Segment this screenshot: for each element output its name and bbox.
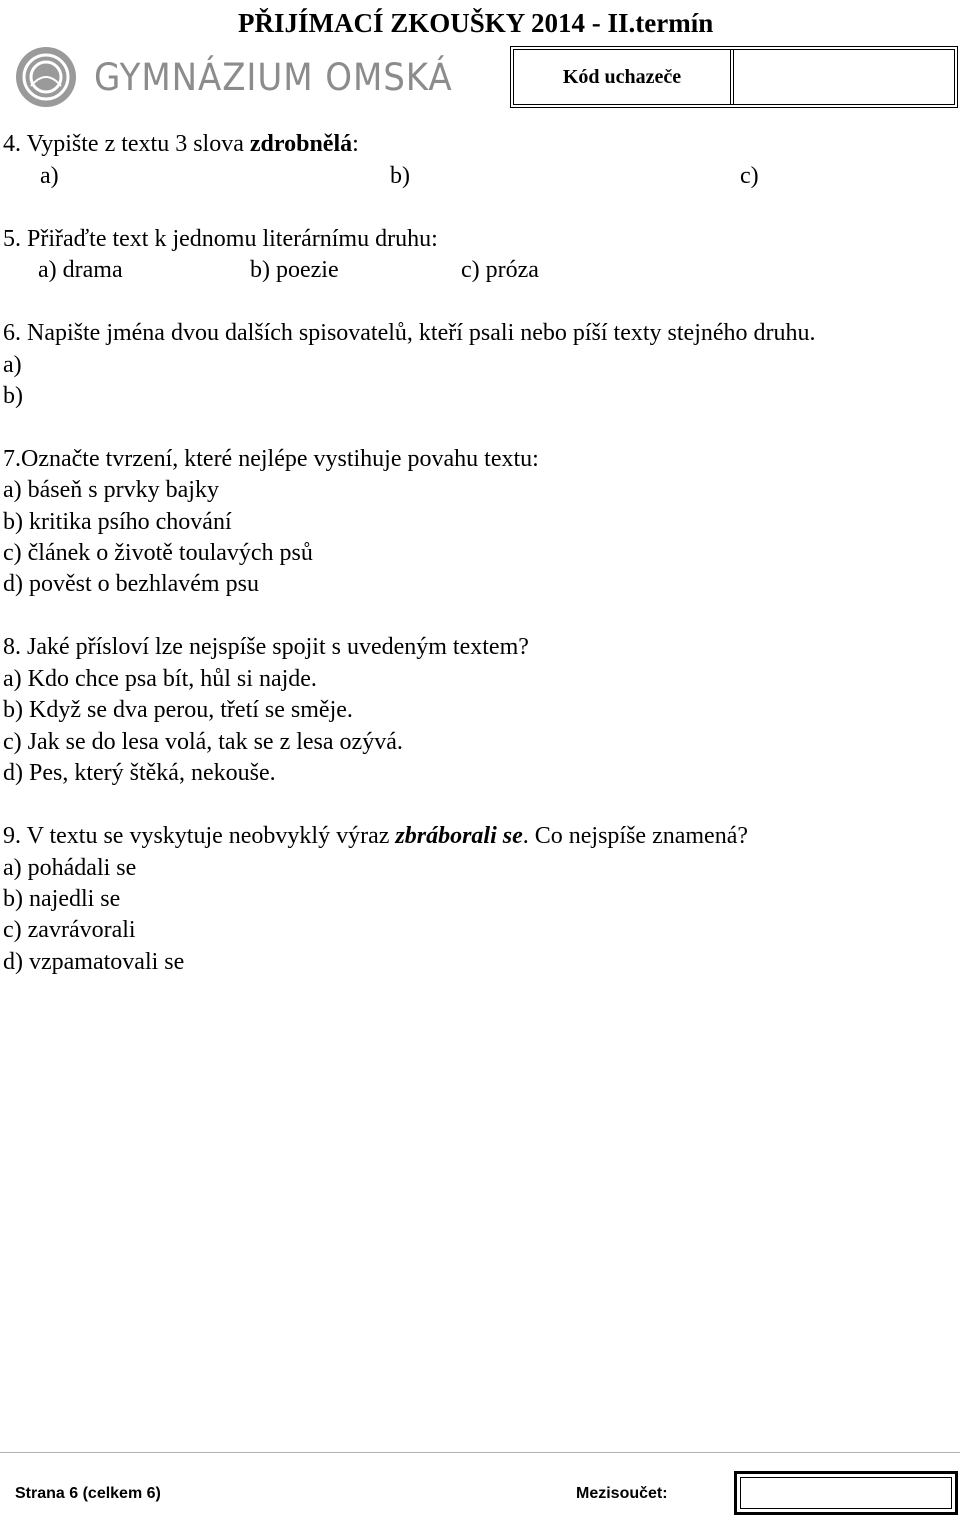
question-4-prefix: 4. Vypište z textu 3 slova	[3, 131, 250, 157]
school-logo-icon	[15, 46, 77, 108]
subtotal-label: Mezisoučet:	[576, 1485, 668, 1502]
question-4-emphasis: zdrobnělá	[249, 131, 353, 157]
question-9-prefix: 9. V textu se vyskytuje neobvyklý výraz	[3, 823, 396, 849]
applicant-code-field[interactable]	[740, 50, 954, 104]
question-7: 7.Označte tvrzení, které nejlépe vystihuje povahu textu:	[3, 446, 539, 472]
question-7-option-a[interactable]: a) báseň s prvky bajky	[3, 477, 219, 503]
exam-title: PŘIJÍMACÍ ZKOUŠKY 2014 - II.termín	[238, 8, 714, 38]
question-8-option-d[interactable]: d) Pes, který štěká, nekouše.	[3, 760, 276, 786]
question-5-option-c[interactable]: c) próza	[461, 257, 539, 283]
question-9-option-a[interactable]: a) pohádali se	[3, 855, 137, 881]
question-4	[3, 129, 359, 160]
school-name: GYMNÁZIUM OMSKÁ	[94, 56, 453, 99]
question-7-option-c[interactable]: c) článek o životě toulavých psů	[3, 540, 313, 566]
question-7-option-d[interactable]: d) pověst o bezhlavém psu	[3, 571, 259, 597]
question-6-option-a[interactable]: a)	[3, 352, 22, 378]
question-5: 5. Přiřaďte text k jednomu literárnímu druhu:	[3, 226, 438, 252]
question-4-option-a[interactable]: a)	[40, 163, 59, 189]
question-4-option-c[interactable]: c)	[740, 163, 759, 189]
question-5-option-a[interactable]: a) drama	[38, 257, 123, 283]
page-number: Strana 6 (celkem 6)	[15, 1485, 161, 1502]
question-6-option-b[interactable]: b)	[3, 383, 23, 409]
question-9	[3, 821, 748, 852]
question-6: 6. Napište jména dvou dalších spisovatelů, kteří psali nebo píší texty stejného druhu.	[3, 320, 816, 346]
question-8-option-a[interactable]: a) Kdo chce psa bít, hůl si najde.	[3, 666, 317, 692]
question-8-option-b[interactable]: b) Když se dva perou, třetí se směje.	[3, 697, 353, 723]
question-8: 8. Jaké přísloví lze nejspíše spojit s uvedeným textem?	[3, 634, 529, 660]
question-7-option-b[interactable]: b) kritika psího chování	[3, 509, 232, 535]
applicant-code-label: Kód uchazeče	[514, 50, 734, 104]
question-9-option-c[interactable]: c) zavrávorali	[3, 917, 136, 943]
question-8-option-c[interactable]: c) Jak se do lesa volá, tak se z lesa ozývá.	[3, 729, 403, 755]
question-4-suffix: :	[352, 131, 359, 157]
question-5-option-b[interactable]: b) poezie	[250, 257, 339, 283]
question-9-option-d[interactable]: d) vzpamatovali se	[3, 949, 185, 975]
question-9-option-b[interactable]: b) najedli se	[3, 886, 121, 912]
question-9-emphasis: zbráborali se	[395, 823, 523, 849]
question-4-option-b[interactable]: b)	[390, 163, 410, 189]
footer-divider	[0, 1452, 960, 1453]
question-9-suffix: . Co nejspíše znamená?	[522, 823, 749, 849]
subtotal-field[interactable]	[740, 1477, 952, 1509]
